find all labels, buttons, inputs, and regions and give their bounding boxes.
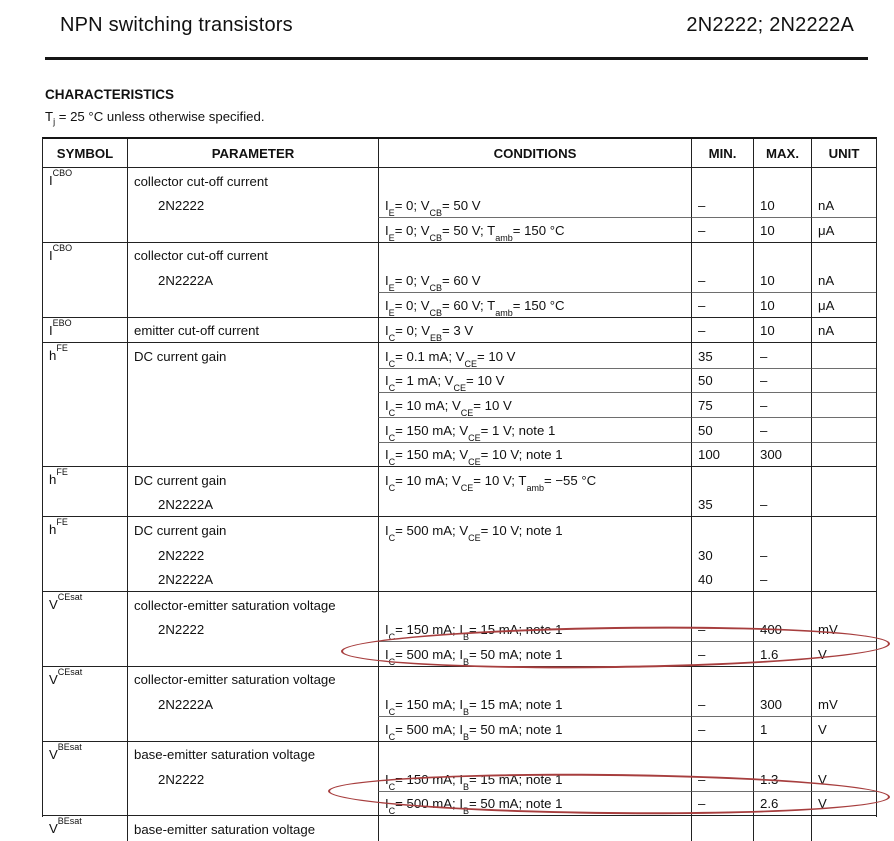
table-block <box>43 666 876 741</box>
max-cell: 1 <box>753 716 811 741</box>
characteristics-table-body <box>43 168 876 841</box>
unit-cell: V <box>811 641 876 666</box>
parameter-cell <box>127 791 378 816</box>
max-cell: – <box>753 492 811 517</box>
max-cell: – <box>753 567 811 592</box>
header-rule <box>45 57 868 60</box>
max-cell: – <box>753 392 811 417</box>
min-cell: 100 <box>691 442 753 467</box>
conditions-cell <box>378 816 691 841</box>
page-title: NPN switching transistors <box>60 14 293 36</box>
parameter-cell <box>127 442 378 467</box>
max-cell: 10 <box>753 292 811 317</box>
symbol-cell: I CBO <box>49 242 73 263</box>
parameter-cell <box>127 368 378 393</box>
max-cell: 300 <box>753 691 811 716</box>
parameter-cell <box>127 716 378 741</box>
unit-cell <box>811 742 876 767</box>
parameter-cell <box>127 641 378 666</box>
min-cell <box>691 667 753 692</box>
parameter-cell: base-emitter saturation voltage <box>127 816 378 841</box>
min-cell: 40 <box>691 567 753 592</box>
conditions-cell <box>378 492 691 517</box>
max-cell: – <box>753 542 811 567</box>
unit-cell: V <box>811 766 876 791</box>
max-cell: 300 <box>753 442 811 467</box>
unit-cell <box>811 542 876 567</box>
symbol-cell: I CBO <box>49 168 73 188</box>
min-cell: – <box>691 766 753 791</box>
min-cell <box>691 816 753 841</box>
conditions-cell <box>378 168 691 193</box>
conditions-cell <box>378 667 691 692</box>
parameter-cell: collector-emitter saturation voltage <box>127 592 378 617</box>
part-numbers: 2N2222; 2N2222A <box>686 14 854 36</box>
unit-cell: nA <box>811 193 876 218</box>
max-cell <box>753 816 811 841</box>
min-cell: – <box>691 691 753 716</box>
unit-cell <box>811 492 876 517</box>
max-cell: 400 <box>753 617 811 642</box>
table-block <box>43 741 876 816</box>
unit-cell: V <box>811 716 876 741</box>
conditions-cell: I C = 150 mA; I B = 15 mA; note 1 <box>378 691 691 716</box>
max-cell: 10 <box>753 318 811 343</box>
conditions-cell <box>378 592 691 617</box>
symbol-cell: I EBO <box>49 317 72 338</box>
parameter-cell: 2N2222 <box>127 542 378 567</box>
conditions-cell: I C = 150 mA; V CE = 10 V; note 1 <box>378 442 691 467</box>
parameter-cell: collector cut-off current <box>127 243 378 268</box>
parameter-cell: 2N2222 <box>127 766 378 791</box>
column-header-symbol: SYMBOL <box>56 145 114 161</box>
min-cell: 75 <box>691 392 753 417</box>
max-cell <box>753 168 811 193</box>
symbol-cell: V BEsat <box>49 816 82 837</box>
parameter-cell: emitter cut-off current <box>127 318 378 343</box>
unit-cell <box>811 467 876 492</box>
column-header-conditions: CONDITIONS <box>378 139 691 167</box>
max-cell <box>753 467 811 492</box>
symbol-cell: h FE <box>49 343 68 364</box>
parameter-cell: 2N2222 <box>127 193 378 218</box>
symbol-cell: V BEsat <box>49 741 82 762</box>
parameter-cell: DC current gain <box>127 343 378 368</box>
symbol-cell: h FE <box>49 467 68 488</box>
conditions-cell <box>378 243 691 268</box>
conditions-cell: I C = 150 mA; I B = 15 mA; note 1 <box>378 617 691 642</box>
characteristics-table <box>42 137 877 838</box>
table-block <box>43 516 876 591</box>
unit-cell: mV <box>811 617 876 642</box>
table-block <box>43 242 876 317</box>
unit-cell: nA <box>811 318 876 343</box>
unit-cell <box>811 442 876 467</box>
unit-cell <box>811 667 876 692</box>
conditions-cell: I E = 0; V CB = 60 V; T amb = 150 °C <box>378 292 691 317</box>
conditions-cell: I C = 500 mA; I B = 50 mA; note 1 <box>378 641 691 666</box>
min-cell: – <box>691 193 753 218</box>
section-note: $T_j = 25$ °C unless otherwise specified. <box>45 109 265 127</box>
table-header-row <box>43 139 876 168</box>
parameter-cell: 2N2222A <box>127 691 378 716</box>
max-cell: 10 <box>753 193 811 218</box>
conditions-cell: I C = 500 mA; I B = 50 mA; note 1 <box>378 716 691 741</box>
max-cell: 10 <box>753 267 811 292</box>
max-cell: 1.6 <box>753 641 811 666</box>
conditions-cell <box>378 542 691 567</box>
min-cell: – <box>691 716 753 741</box>
table-block <box>43 342 876 466</box>
max-cell: 10 <box>753 217 811 242</box>
conditions-cell <box>378 567 691 592</box>
parameter-cell <box>127 392 378 417</box>
min-cell: 35 <box>691 343 753 368</box>
min-cell: 50 <box>691 417 753 442</box>
parameter-cell: base-emitter saturation voltage <box>127 742 378 767</box>
max-cell: – <box>753 368 811 393</box>
column-header-max: MAX. <box>753 139 811 167</box>
min-cell: 35 <box>691 492 753 517</box>
unit-cell <box>811 392 876 417</box>
max-cell <box>753 667 811 692</box>
conditions-cell: I C = 150 mA; V CE = 1 V; note 1 <box>378 417 691 442</box>
conditions-cell: I C = 0.1 mA; V CE = 10 V <box>378 343 691 368</box>
unit-cell <box>811 592 876 617</box>
max-cell <box>753 243 811 268</box>
min-cell: – <box>691 267 753 292</box>
column-header-unit: UNIT <box>811 139 876 167</box>
conditions-cell: I C = 1 mA; V CE = 10 V <box>378 368 691 393</box>
conditions-cell: I E = 0; V CB = 50 V; T amb = 150 °C <box>378 217 691 242</box>
max-cell: – <box>753 417 811 442</box>
table-block <box>43 815 876 841</box>
min-cell: – <box>691 791 753 816</box>
table-block <box>43 591 876 666</box>
unit-cell <box>811 243 876 268</box>
parameter-cell <box>127 292 378 317</box>
min-cell <box>691 742 753 767</box>
parameter-cell: collector-emitter saturation voltage <box>127 667 378 692</box>
parameter-cell: 2N2222 <box>127 617 378 642</box>
table-block <box>43 317 876 343</box>
unit-cell: nA <box>811 267 876 292</box>
conditions-cell: I E = 0; V CB = 60 V <box>378 267 691 292</box>
parameter-cell: 2N2222A <box>127 267 378 292</box>
unit-cell <box>811 567 876 592</box>
min-cell: 50 <box>691 368 753 393</box>
conditions-cell: I C = 500 mA; V CE = 10 V; note 1 <box>378 517 691 542</box>
conditions-cell: I C = 10 mA; V CE = 10 V <box>378 392 691 417</box>
max-cell: 1.3 <box>753 766 811 791</box>
symbol-cell: V CEsat <box>49 592 83 613</box>
parameter-cell <box>127 217 378 242</box>
parameter-cell: DC current gain <box>127 517 378 542</box>
conditions-cell: I E = 0; V CB = 50 V <box>378 193 691 218</box>
parameter-cell: DC current gain <box>127 467 378 492</box>
min-cell <box>691 467 753 492</box>
max-cell <box>753 742 811 767</box>
conditions-cell: I C = 500 mA; I B = 50 mA; note 1 <box>378 791 691 816</box>
unit-cell <box>811 368 876 393</box>
min-cell <box>691 168 753 193</box>
table-block <box>43 168 876 242</box>
conditions-cell: I C = 150 mA; I B = 15 mA; note 1 <box>378 766 691 791</box>
min-cell: – <box>691 641 753 666</box>
min-cell: 30 <box>691 542 753 567</box>
min-cell <box>691 243 753 268</box>
section-heading: CHARACTERISTICS <box>45 87 175 102</box>
max-cell <box>753 517 811 542</box>
min-cell: – <box>691 318 753 343</box>
parameter-cell: 2N2222A <box>127 492 378 517</box>
unit-cell <box>811 168 876 193</box>
conditions-cell <box>378 742 691 767</box>
unit-cell: mV <box>811 691 876 716</box>
symbol-cell: h FE <box>49 517 68 538</box>
conditions-cell: I C = 0; V EB = 3 V <box>378 318 691 343</box>
column-header-min: MIN. <box>691 139 753 167</box>
column-header-parameter: PARAMETER <box>127 139 378 167</box>
unit-cell: V <box>811 791 876 816</box>
parameter-cell: collector cut-off current <box>127 168 378 193</box>
max-cell: 2.6 <box>753 791 811 816</box>
table-block <box>43 466 876 516</box>
conditions-cell: I C = 10 mA; V CE = 10 V; T amb = −55 °C <box>378 467 691 492</box>
unit-cell: μA <box>811 292 876 317</box>
unit-cell: μA <box>811 217 876 242</box>
parameter-cell: 2N2222A <box>127 567 378 592</box>
unit-cell <box>811 417 876 442</box>
parameter-cell <box>127 417 378 442</box>
unit-cell <box>811 517 876 542</box>
unit-cell <box>811 343 876 368</box>
min-cell <box>691 592 753 617</box>
min-cell: – <box>691 217 753 242</box>
min-cell <box>691 517 753 542</box>
unit-cell <box>811 816 876 841</box>
max-cell: – <box>753 343 811 368</box>
min-cell: – <box>691 617 753 642</box>
min-cell: – <box>691 292 753 317</box>
symbol-cell: V CEsat <box>49 666 83 687</box>
max-cell <box>753 592 811 617</box>
